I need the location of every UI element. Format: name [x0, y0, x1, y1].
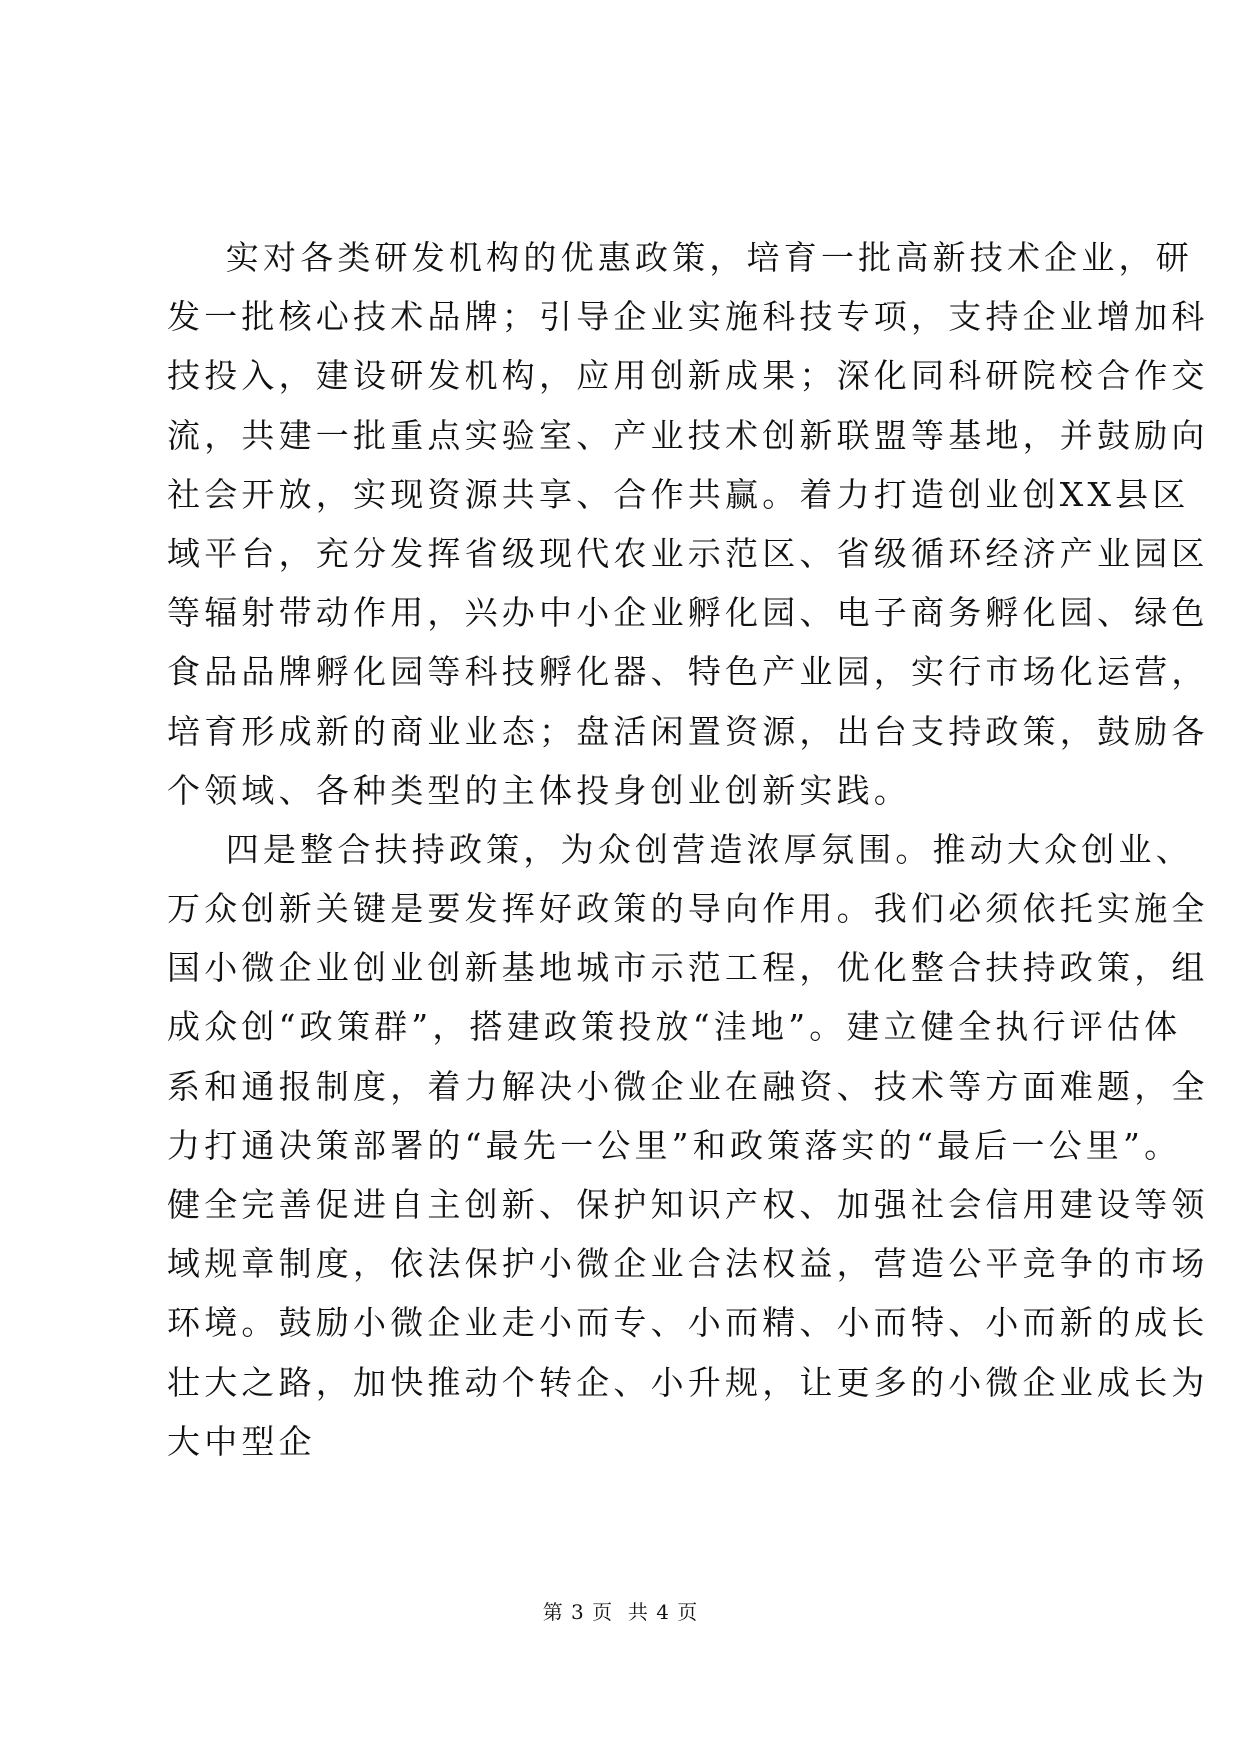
- body-line-11: 四是整合扶持政策，为众创营造浓厚氛围。推动大众创业、: [167, 829, 1193, 869]
- body-line-20: 壮大之路，加快推动个转企、小升规，让更多的小微企业成长为: [167, 1362, 1209, 1402]
- body-line-10: 个领域、各种类型的主体投身创业创新实践。: [167, 770, 911, 810]
- body-line-7: 等辐射带动作用，兴办中小企业孵化园、电子商务孵化园、绿色: [167, 593, 1209, 633]
- body-line-8: 食品品牌孵化园等科技孵化器、特色产业园，实行市场化运营，: [167, 652, 1209, 692]
- body-line-9: 培育形成新的商业业态；盘活闲置资源，出台支持政策，鼓励各: [167, 711, 1209, 751]
- body-line-15: 系和通报制度，着力解决小微企业在融资、技术等方面难题，全: [167, 1066, 1209, 1106]
- body-line-14: 成众创“政策群”，搭建政策投放“洼地”。建立健全执行评估体: [167, 1007, 1182, 1047]
- body-line-17: 健全完善促进自主创新、保护知识产权、加强社会信用建设等领: [167, 1185, 1209, 1224]
- body-line-13: 国小微企业创业创新基地城市示范工程，优化整合扶持政策，组: [167, 948, 1209, 988]
- body-line-6: 域平台，充分发挥省级现代农业示范区、省级循环经济产业园区: [167, 533, 1209, 573]
- body-line-21: 大中型企: [167, 1421, 316, 1461]
- body-line-12: 万众创新关键是要发挥好政策的导向作用。我们必须依托实施全: [167, 889, 1209, 929]
- body-line-5: 社会开放，实现资源共享、合作共赢。着力打造创业创XX县区: [167, 474, 1190, 514]
- body-line-16: 力打通决策部署的“最先一公里”和政策落实的“最后一公里”。: [167, 1125, 1182, 1165]
- body-line-19: 环境。鼓励小微企业走小而专、小而精、小而特、小而新的成长: [167, 1303, 1209, 1343]
- page-number-footer: 第 3 页 共 4 页: [542, 1600, 699, 1624]
- body-line-3: 技投入，建设研发机构，应用创新成果；深化同科研院校合作交: [167, 356, 1209, 396]
- body-line-4: 流，共建一批重点实验室、产业技术创新联盟等基地，并鼓励向: [167, 415, 1209, 455]
- body-line-2: 发一批核心技术品牌；引导企业实施科技专项，支持企业增加科: [167, 297, 1209, 337]
- body-line-1: 实对各类研发机构的优惠政策，培育一批高新技术企业，研: [167, 238, 1193, 277]
- body-line-18: 域规章制度，依法保护小微企业合法权益，营造公平竞争的市场: [167, 1244, 1209, 1284]
- document-body: [167, 228, 1209, 1471]
